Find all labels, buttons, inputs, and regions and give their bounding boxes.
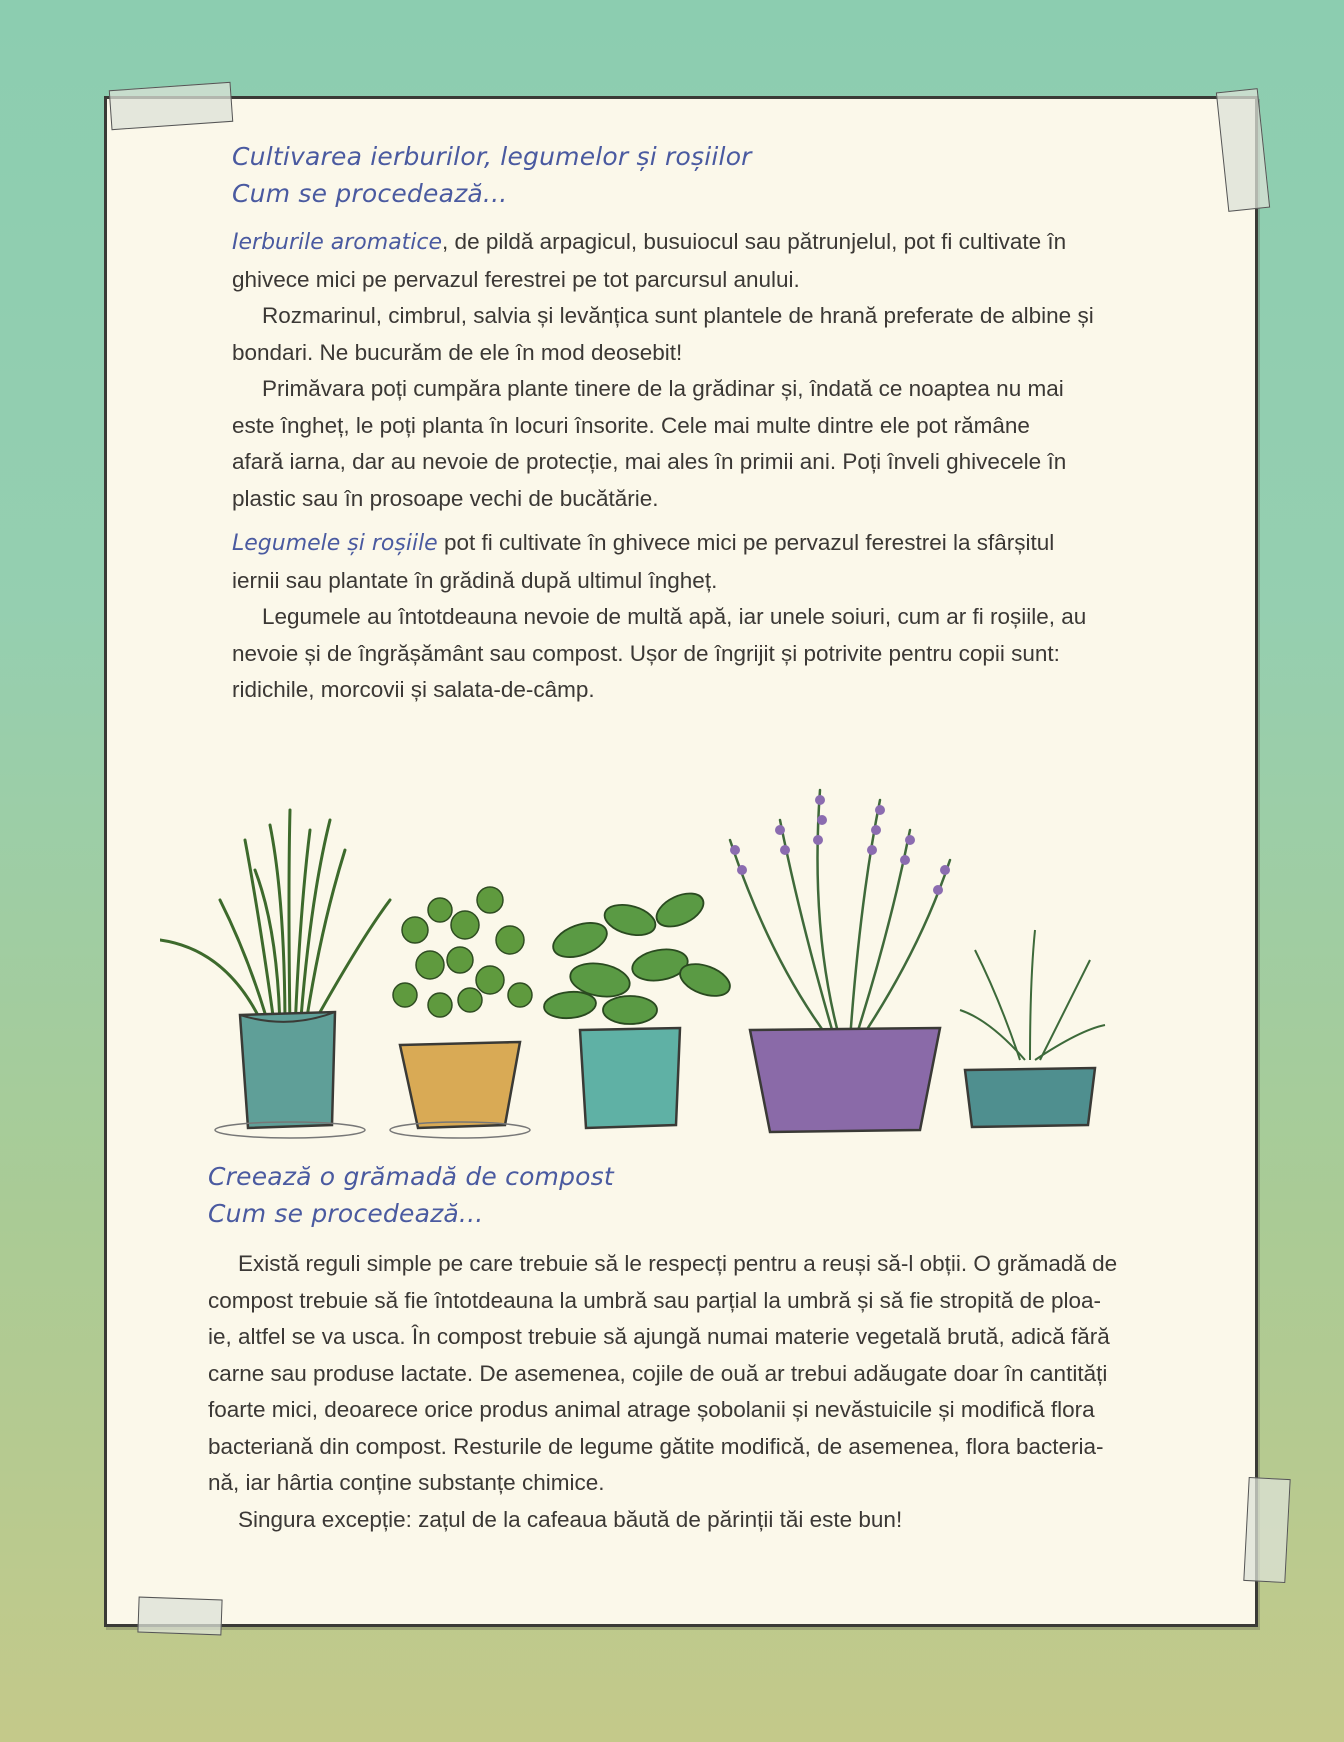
s2-p1-line6: bacteriană din compost. Resturile de legume gătite modifică, de asemenea, flora bacteria- [208,1433,1104,1459]
s2-p1-line5: foarte mici, deoarece orice produs animal atrage șobolanii și nevăstuicile și modifică flora [208,1397,1095,1422]
s1-p3-line2: este îngheț, le poți planta în locuri însorite. Cele mai multe dintre ele pot rămâne [232,412,1030,438]
s2-p1-line7: nă, iar hârtia conține substanțe chimice. [208,1470,605,1495]
tape-bottom-left [137,1597,222,1636]
section1-body [232,224,1192,709]
section1-heading [232,138,752,212]
s1-p1-line2: ghivece mici pe pervazul ferestrei pe tot parcursul anului. [232,266,800,292]
s1-paragraph-4 [232,525,1192,563]
s1-p5-line1: Legumele au întotdeauna nevoie de multă apă, iar unele soiuri, cum ar fi roșiile, au [262,604,1087,629]
s1-p1-lead: Ierburile aromatice [232,230,443,255]
s2-p1-line1: Există reguli simple pe care trebuie să le respecți pentru a reuși să-l obții. O grămadă de [238,1251,1118,1276]
s1-p3-line1: Primăvara poți cumpăra plante tinere de la grădinar și, îndată ce noaptea nu mai [262,376,1064,401]
section2-subtitle: Cum se procedează... [208,1199,484,1228]
basil-pot [543,887,734,1128]
s1-p5-line2: nevoie și de îngrășământ sau compost. Ușor de îngrijit și potrivite pentru copii sunt: [232,640,1060,666]
section2-body [208,1246,1178,1538]
s1-p1-text: , de pildă arpagicul, busuiocul sau pătrunjelul, pot fi cultivate în [442,229,1067,254]
s1-p5-line3: ridichile, morcovii și salata-de-câmp. [232,677,595,702]
potted-herbs-illustration [160,780,1120,1150]
s1-p2-line2: bondari. Ne bucurăm de ele în mod deosebit! [232,339,683,365]
rosemary-pot [960,930,1105,1127]
chives-pot [160,810,390,1138]
s1-p3-line3: afară iarna, dar au nevoie de protecție, mai ales în primii ani. Poți înveli ghivecele în [232,449,1067,474]
s1-p2-line1: Rozmarinul, cimbrul, salvia și levănțica sunt plantele de hrană preferate de albine și [262,303,1094,328]
s2-p1-line4: carne sau produse lactate. De asemenea, cojile de ouă ar trebui adăugate doar în cantități [208,1360,1108,1386]
s2-p1-line3: ie, altfel se va usca. În compost trebuie să ajungă numai materie vegetală brută, adică fără [208,1324,1110,1349]
s1-p3-line4: plastic sau în prosoape vechi de bucătărie. [232,485,659,511]
s2-p2-line1: Singura excepție: zațul de la cafeaua băută de părinții tăi este bun! [238,1506,903,1532]
s1-p4-text: pot fi cultivate în ghivece mici pe pervazul ferestrei la sfârșitul [437,530,1055,555]
s1-paragraph-1 [232,224,1192,262]
s2-p1-line2: compost trebuie să fie întotdeauna la umbră sau parțial la umbră și să fie stropită de ploa- [208,1287,1101,1313]
tape-bottom-right [1243,1477,1290,1583]
section1-subtitle: Cum se procedează... [232,179,508,208]
section2-title: Creează o grămadă de compost [208,1162,614,1191]
lavender-pot [730,790,950,1132]
section2-heading [208,1158,614,1232]
section1-title: Cultivarea ierburilor, legumelor și roșiilor [232,142,752,171]
tape-top-left [109,82,233,130]
s1-p4-line2: iernii sau plantate în grădină după ultimul îngheț. [232,567,718,593]
parsley-pot [390,887,532,1138]
s1-p4-lead: Legumele și roșiile [232,531,438,556]
